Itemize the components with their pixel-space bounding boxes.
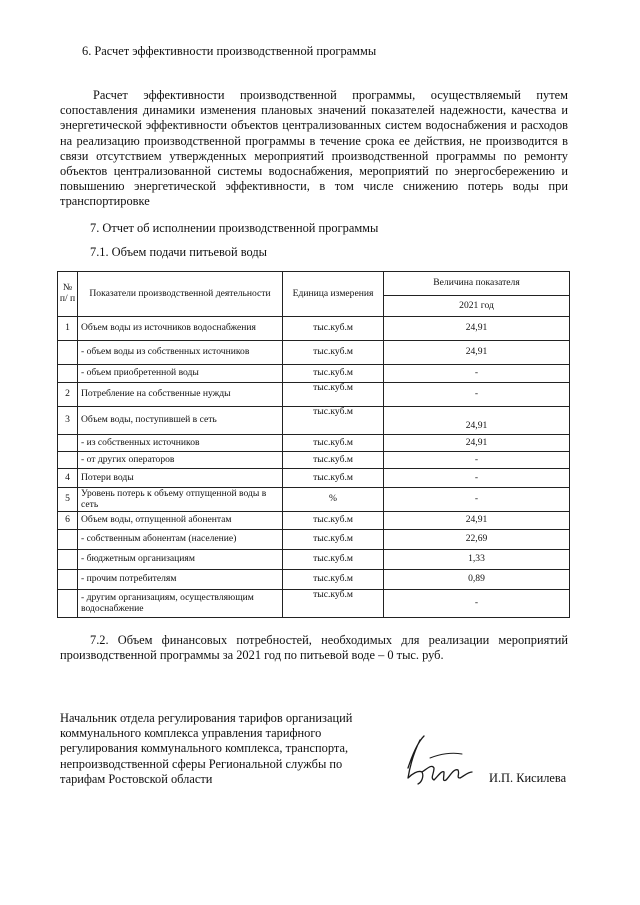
header-unit: Единица измерения xyxy=(283,272,384,317)
row-indicator: - от других операторов xyxy=(78,452,283,469)
row-unit: тыс.куб.м xyxy=(283,383,384,407)
row-indicator: - объем приобретенной воды xyxy=(78,365,283,383)
row-indicator: - из собственных источников xyxy=(78,435,283,452)
row-indicator: - бюджетным организациям xyxy=(78,550,283,570)
table-row xyxy=(58,365,570,383)
row-num xyxy=(58,590,78,618)
row-unit: тыс.куб.м xyxy=(283,512,384,530)
table-row xyxy=(58,530,570,550)
table-row xyxy=(58,550,570,570)
row-value: - xyxy=(384,452,570,469)
row-unit: тыс.куб.м xyxy=(283,407,384,435)
row-unit: тыс.куб.м xyxy=(283,452,384,469)
row-value: 24,91 xyxy=(384,341,570,365)
header-num: № п/ п xyxy=(58,272,78,317)
signatory-position-line: непроизводственной сферы Региональной службы по xyxy=(60,756,343,771)
row-unit: тыс.куб.м xyxy=(283,530,384,550)
section72-paragraph: 7.2. Объем финансовых потребностей, необходимых для реализации мероприятий производственной программы за 2021 год по питьевой воде – 0 тыс. руб. xyxy=(60,633,568,663)
row-num: 3 xyxy=(58,407,78,435)
row-num xyxy=(58,570,78,590)
table-row xyxy=(58,452,570,469)
row-value: - xyxy=(384,590,570,618)
table-row xyxy=(58,341,570,365)
table-row xyxy=(58,317,570,341)
row-num: 2 xyxy=(58,383,78,407)
row-indicator: Объем воды, отпущенной абонентам xyxy=(78,512,283,530)
table-row xyxy=(58,469,570,488)
row-unit: тыс.куб.м xyxy=(283,365,384,383)
row-unit: тыс.куб.м xyxy=(283,341,384,365)
row-value: 22,69 xyxy=(384,530,570,550)
row-value: 24,91 xyxy=(384,317,570,341)
row-num xyxy=(58,530,78,550)
row-num: 6 xyxy=(58,512,78,530)
row-unit: тыс.куб.м xyxy=(283,435,384,452)
signatory-position-line: тарифам Ростовской области xyxy=(60,771,213,786)
signatory-position-line: Начальник отдела регулирования тарифов организаций xyxy=(60,711,353,725)
row-value: 0,89 xyxy=(384,570,570,590)
header-year: 2021 год xyxy=(384,296,570,317)
row-num: 1 xyxy=(58,317,78,341)
handwritten-signature xyxy=(400,728,480,790)
row-num xyxy=(58,341,78,365)
row-unit: тыс.куб.м xyxy=(283,550,384,570)
row-indicator: - объем воды из собственных источников xyxy=(78,341,283,365)
row-value: 24,91 xyxy=(384,435,570,452)
section71-heading: 7.1. Объем подачи питьевой воды xyxy=(90,245,267,259)
row-value: - xyxy=(384,383,570,407)
water-supply-table xyxy=(57,271,570,618)
header-indicator: Показатели производственной деятельности xyxy=(78,272,283,317)
row-value: 24,91 xyxy=(384,407,570,435)
row-indicator: - собственным абонентам (население) xyxy=(78,530,283,550)
row-unit: тыс.куб.м xyxy=(283,570,384,590)
row-num: 5 xyxy=(58,488,78,512)
table-row xyxy=(58,590,570,618)
row-value: - xyxy=(384,488,570,512)
table-row xyxy=(58,512,570,530)
row-num: 4 xyxy=(58,469,78,488)
signatory-position-line: регулирования коммунального комплекса, транспорта, xyxy=(60,741,349,756)
table-row xyxy=(58,407,570,435)
row-unit: тыс.куб.м xyxy=(283,317,384,341)
signatory-name: И.П. Кисилева xyxy=(489,771,567,785)
row-value: 24,91 xyxy=(384,512,570,530)
section6-paragraph: Расчет эффективности производственной программы, осуществляемый путем сопоставления динамики изменения плановых значений показателей надежности, качества и энергетической эффективности объектов централизованных систем водоснабжения и расходов на реализацию производственной программы в течение срока ее действия, не производится в связи отсутствием утвержденных мероприятий производственной программы по ремонту объектов централизованной системы водоснабжения, мероприятий по энергосбережению и повышению энергетической эффективности, в том числе снижению потерь воды при транспортировке xyxy=(60,88,568,209)
signatory-position-line: коммунального комплекса управления тарифного xyxy=(60,726,322,741)
row-indicator: Потребление на собственные нужды xyxy=(78,383,283,407)
section6-heading: 6. Расчет эффективности производственной программы xyxy=(82,44,377,58)
table-row xyxy=(58,383,570,407)
row-indicator: Потери воды xyxy=(78,469,283,488)
row-value: - xyxy=(384,469,570,488)
row-num xyxy=(58,452,78,469)
row-num xyxy=(58,435,78,452)
row-indicator: - другим организациям, осуществляющим водоснабжение xyxy=(78,590,283,618)
table-row xyxy=(58,570,570,590)
row-indicator: - прочим потребителям xyxy=(78,570,283,590)
header-value: Величина показателя xyxy=(384,272,570,296)
signatory-position xyxy=(60,711,380,787)
row-indicator: Уровень потерь к объему отпущенной воды в сеть xyxy=(78,488,283,512)
row-num xyxy=(58,550,78,570)
row-value: 1,33 xyxy=(384,550,570,570)
row-value: - xyxy=(384,365,570,383)
row-unit: тыс.куб.м xyxy=(283,469,384,488)
row-indicator: Объем воды из источников водоснабжения xyxy=(78,317,283,341)
table-row xyxy=(58,488,570,512)
table-row xyxy=(58,435,570,452)
row-unit: % xyxy=(283,488,384,512)
row-unit: тыс.куб.м xyxy=(283,590,384,618)
row-num xyxy=(58,365,78,383)
section7-heading: 7. Отчет об исполнении производственной программы xyxy=(90,221,379,235)
row-indicator: Объем воды, поступившей в сеть xyxy=(78,407,283,435)
